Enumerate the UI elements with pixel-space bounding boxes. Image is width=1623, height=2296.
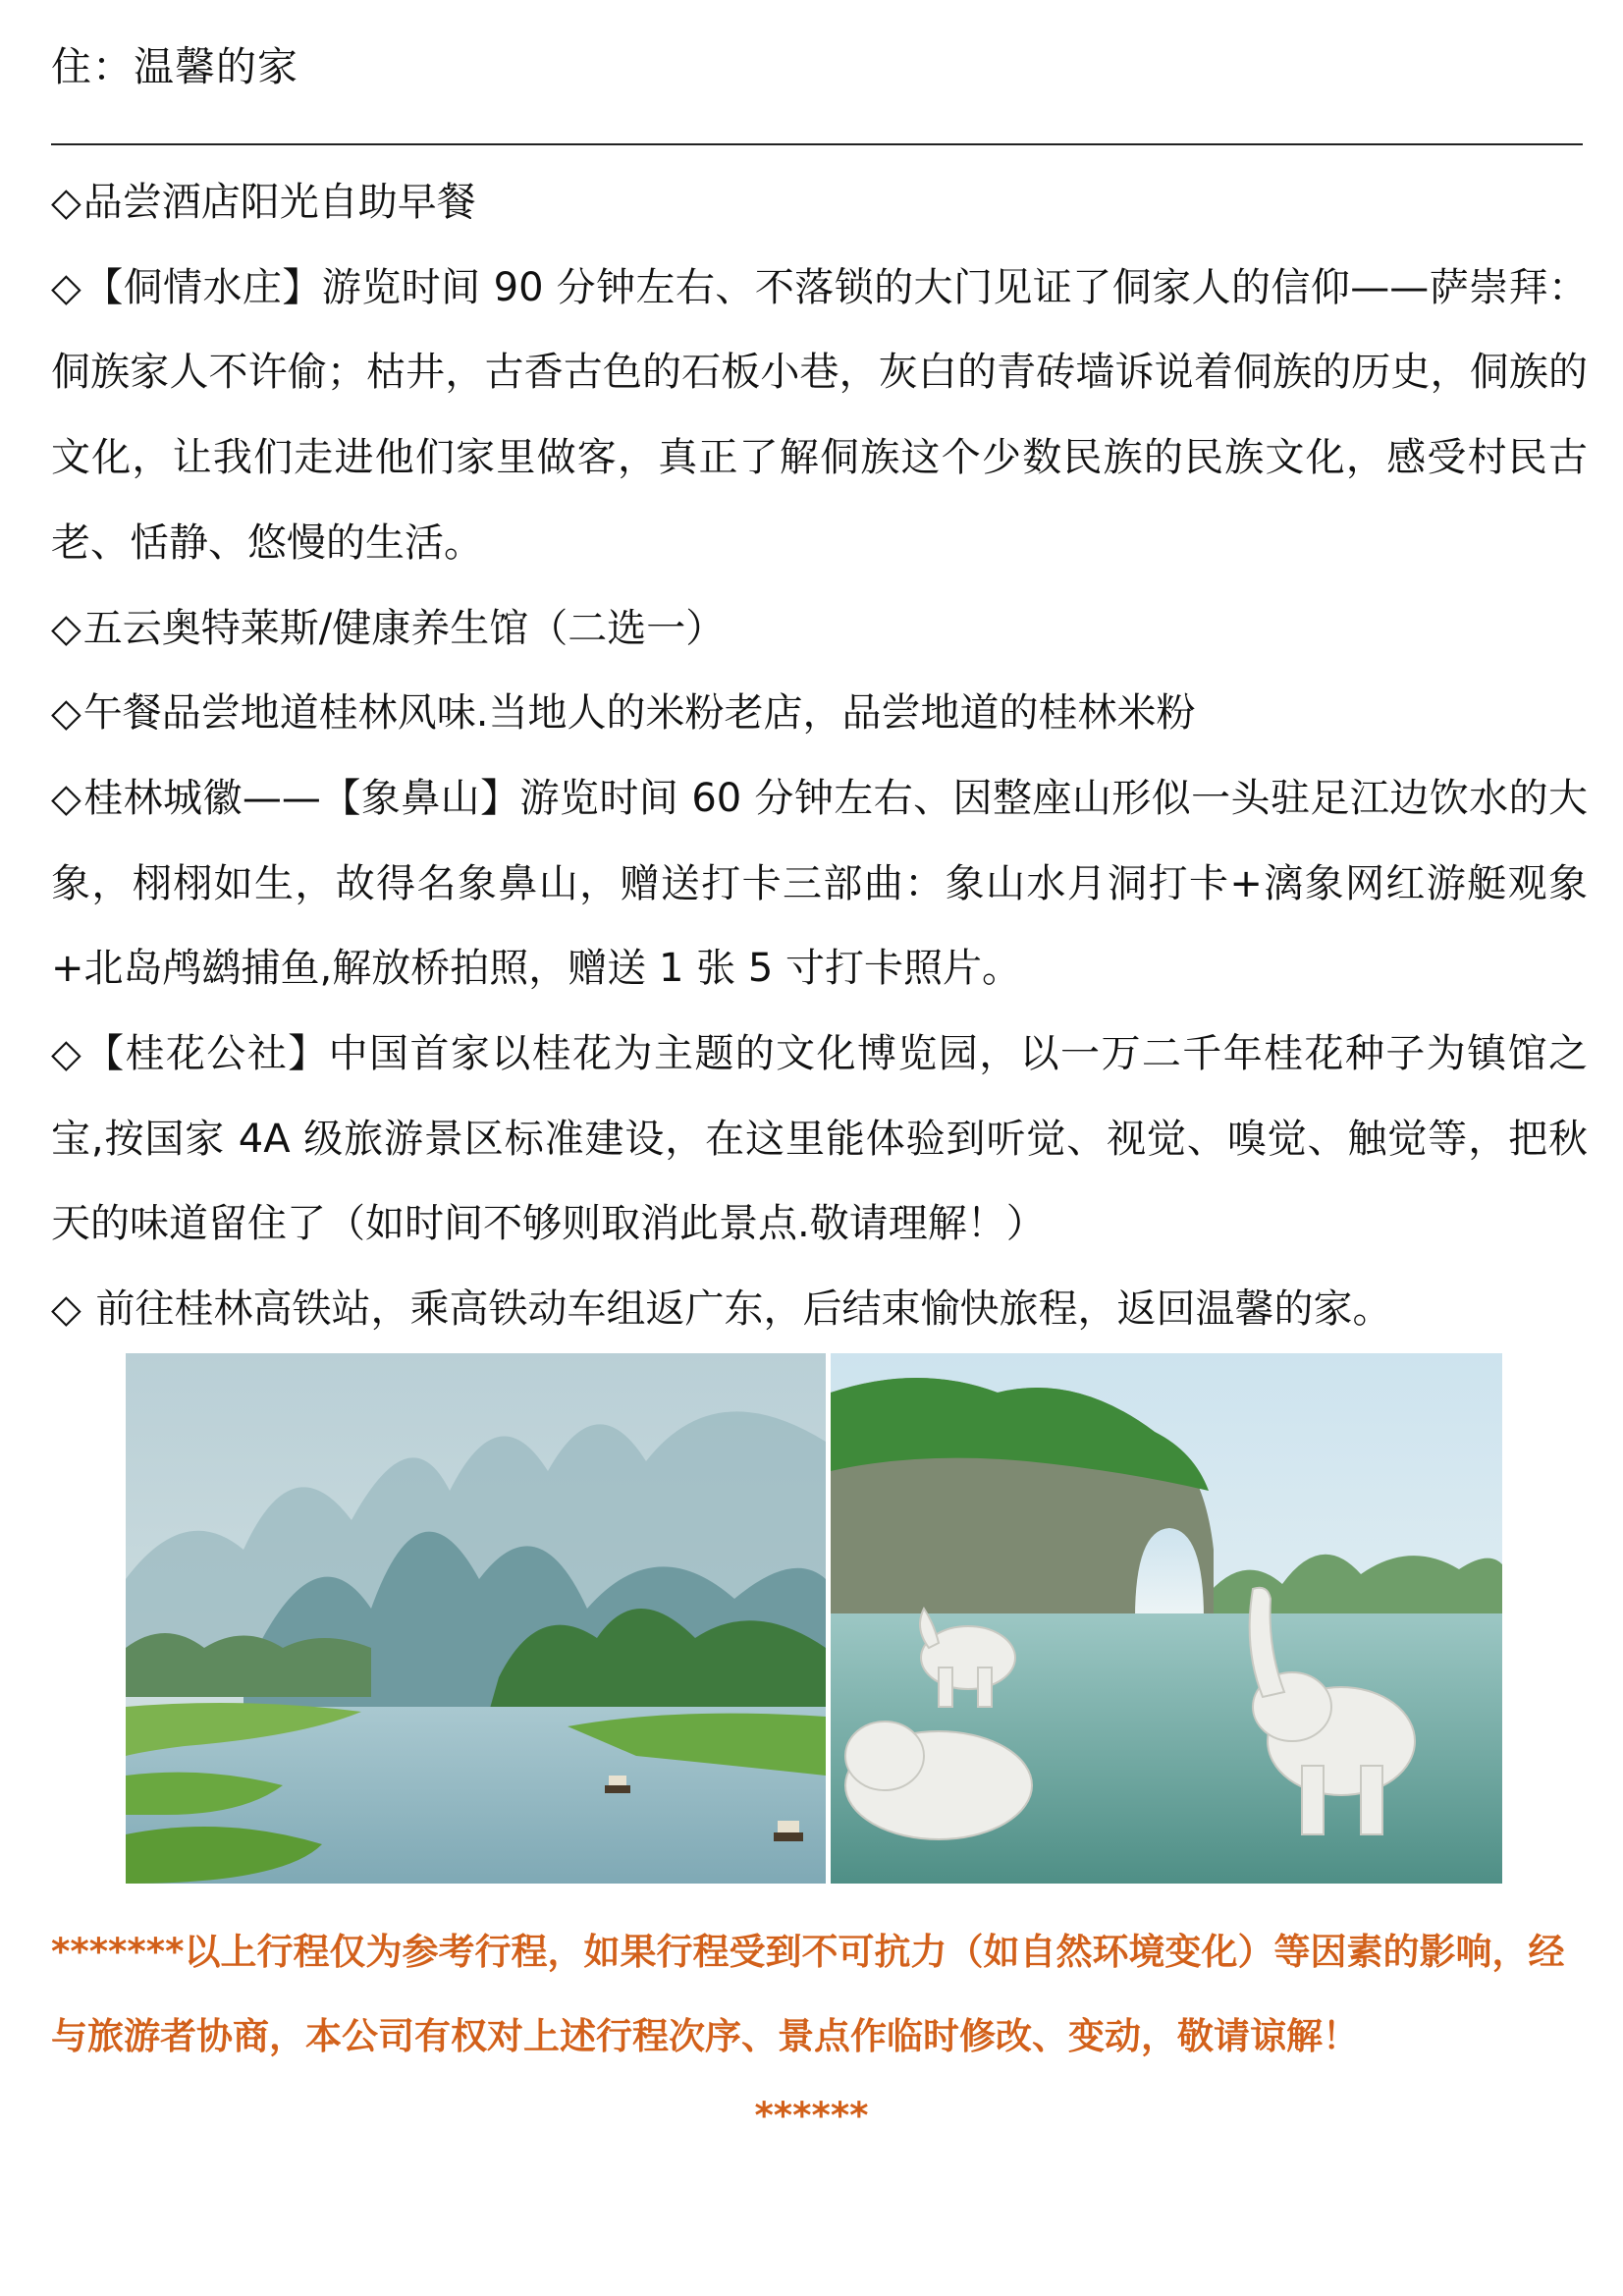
disclaimer-end-stars: ****** — [754, 2095, 869, 2137]
diamond-bullet-icon: ◇ — [51, 775, 81, 821]
itinerary-item-outlets — [51, 586, 1588, 672]
diamond-bullet-icon: ◇ — [51, 690, 81, 737]
diamond-bullet-icon: ◇ — [51, 180, 81, 225]
diamond-bullet-icon: ◇ — [51, 1286, 81, 1333]
itinerary-item-text: 桂林城徽——【象鼻山】游览时间 60 分钟左右、因整座山形似一头驻足江边饮水的大象，栩栩如生，故得名象鼻山，赠送打卡三部曲：象山水月洞打卡+漓象网红游艇观象+北岛鸬鹚捕鱼,解放桥拍照，赠送 1 张 5 寸打卡照片。 — [51, 775, 1588, 992]
disclaimer-text: *******以上行程仅为参考行程，如果行程受到不可抗力（如自然环境变化）等因素的影响，经与旅游者协商，本公司有权对上述行程次序、景点作临时修改、变动，敬请谅解！ — [51, 1931, 1565, 2057]
diamond-bullet-icon: ◇ — [51, 264, 81, 310]
itinerary-item-text: 【侗情水庄】游览时间 90 分钟左右、不落锁的大门见证了侗家人的信仰——萨崇拜：侗族家人不许偷；枯井，古香古色的石板小巷，灰白的青砖墙诉说着侗族的历史，侗族的文化，让我们走进他们家里做客，真正了解侗族这个少数民族的民族文化，感受村民古老、恬静、悠慢的生活。 — [51, 264, 1588, 566]
itinerary-item-text: 【桂花公社】中国首家以桂花为主题的文化博览园，以一万二千年桂花种子为镇馆之宝,按国家 4A 级旅游景区标准建设，在这里能体验到听觉、视觉、嗅觉、触觉等，把秋天的味道留住了（如时间不够则取消此景点.敬请理解！） — [51, 1031, 1588, 1247]
itinerary-item-elephant-trunk-hill — [51, 756, 1588, 1011]
itinerary-item-osmanthus-commune — [51, 1011, 1588, 1267]
itinerary-list — [51, 160, 1588, 1352]
itinerary-item-return — [51, 1267, 1588, 1352]
photo-strip — [126, 1353, 1502, 1884]
itinerary-item-breakfast — [51, 160, 1588, 246]
karst-river-photo — [126, 1353, 826, 1884]
itinerary-item-lunch — [51, 671, 1588, 756]
itinerary-item-dong-village — [51, 246, 1588, 586]
itinerary-item-text: 五云奥特莱斯/健康养生馆（二选一） — [82, 605, 726, 651]
divider-line — [51, 143, 1583, 145]
diamond-bullet-icon: ◇ — [51, 1031, 81, 1077]
itinerary-item-text: 午餐品尝地道桂林风味.当地人的米粉老店，品尝地道的桂林米粉 — [82, 690, 1196, 737]
elephant-trunk-hill-photo — [831, 1353, 1502, 1884]
itinerary-item-text: 前往桂林高铁站，乘高铁动车组返广东，后结束愉快旅程，返回温馨的家。 — [82, 1286, 1392, 1333]
diamond-bullet-icon: ◇ — [51, 605, 81, 651]
itinerary-item-text: 品尝酒店阳光自助早餐 — [82, 180, 476, 225]
accommodation-line: 住：温馨的家 — [51, 43, 298, 90]
